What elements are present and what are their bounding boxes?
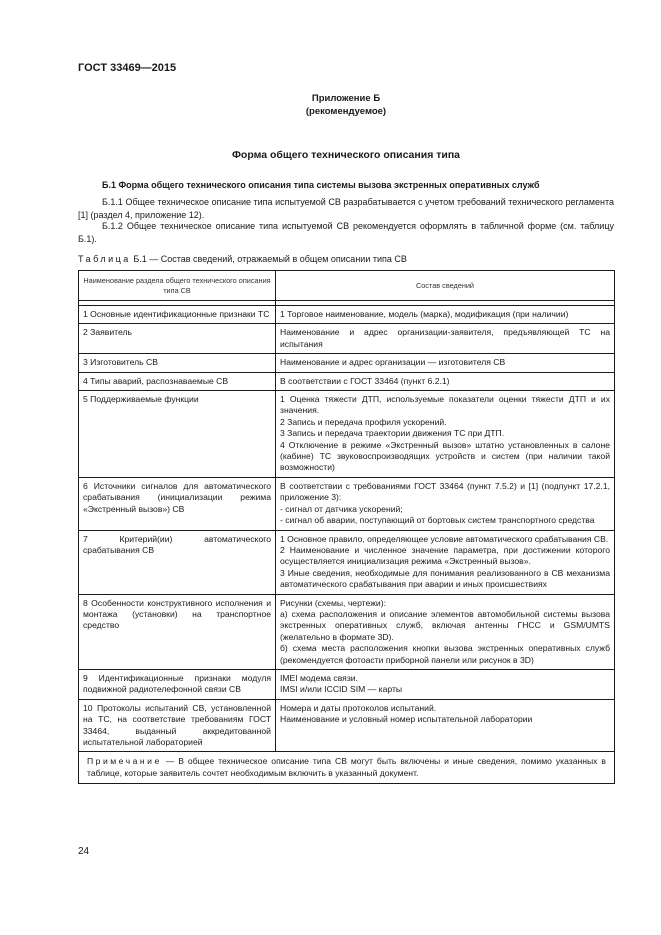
row-section-name: 1 Основные идентификационные признаки ТС bbox=[79, 306, 276, 324]
row-section-name: 7 Критерий(ии) автоматического срабатывания СВ bbox=[79, 530, 276, 594]
table-caption-text: Б.1 — Состав сведений, отражаемый в общем описании типа СВ bbox=[133, 254, 407, 264]
col-header-section-name: Наименование раздела общего технического описания типа СВ bbox=[79, 271, 276, 301]
row-content-line: 2 Запись и передача профиля ускорений. bbox=[280, 416, 447, 427]
col-header-content: Состав сведений bbox=[276, 271, 615, 301]
row-content-line: В соответствии с требованиями ГОСТ 33464 (пункт 7.5.2) и [1] (подпункт 17.2.1, приложение 3): bbox=[280, 480, 610, 503]
table-row bbox=[79, 699, 615, 752]
row-content bbox=[276, 669, 615, 699]
row-content-line: В соответствии с ГОСТ 33464 (пункт 6.2.1) bbox=[280, 375, 450, 386]
table-row bbox=[79, 594, 615, 669]
section-heading: Б.1 Форма общего технического описания типа системы вызова экстренных оперативных служб bbox=[102, 180, 540, 190]
table-row bbox=[79, 306, 615, 324]
appendix-status: (рекомендуемое) bbox=[305, 106, 387, 117]
row-content bbox=[276, 530, 615, 594]
row-section-name: 2 Заявитель bbox=[79, 324, 276, 354]
row-content-line: Наименование и адрес организации — изготовителя СВ bbox=[280, 357, 506, 368]
table-note-row bbox=[79, 752, 615, 784]
table-row bbox=[79, 372, 615, 390]
row-content-line: 4 Отключение в режиме «Экстренный вызов» штатно установленных в салоне (кабине) ТС звуковоспроизводящих устройств и систем (при наличии такой возможности) bbox=[280, 439, 610, 473]
row-section-name: 9 Идентификационные признаки модуля подвижной радиотелефонной связи СВ bbox=[79, 669, 276, 699]
standard-header: ГОСТ 33469—2015 bbox=[78, 62, 177, 74]
row-content-line: а) схема расположения и описание элементов автомобильной системы вызова экстренных оперативных служб, включая антенны ГНСС и GSM/UMTS (желательно в формате 3D). bbox=[280, 608, 610, 642]
paragraph-b-1-1-text: Б.1.1 Общее техническое описание типа испытуемой СВ разрабатывается с учетом требований технического регламента [1] (раздел 4, приложение 12). bbox=[78, 197, 614, 220]
row-section-name: 4 Типы аварий, распознаваемые СВ bbox=[79, 372, 276, 390]
row-content-line: 1 Торговое наименование, модель (марка), модификация (при наличии) bbox=[280, 309, 569, 319]
table-row bbox=[79, 669, 615, 699]
row-content-line: 1 Оценка тяжести ДТП, используемые показатели оценки тяжести ДТП и их значения. bbox=[280, 394, 610, 416]
row-content bbox=[276, 306, 615, 324]
table-caption-word: Таблица bbox=[78, 254, 131, 264]
row-content-line: 2 Наименование и численное значение параметра, при достижении которого осуществляется инициализация режима «Экстренный вызов». bbox=[280, 544, 610, 567]
row-content bbox=[276, 324, 615, 354]
row-content-line: Номера и даты протоколов испытаний. bbox=[280, 702, 437, 713]
paragraph-b-1-2-text: Б.1.2 Общее техническое описание типа испытуемой СВ рекомендуется оформлять в табличной форме (см. таблицу Б.1). bbox=[78, 221, 614, 244]
row-content bbox=[276, 594, 615, 669]
row-content-line: Наименование и условный номер испытательной лаборатории bbox=[280, 714, 533, 725]
row-content-line: - сигнал об аварии, поступающий от бортовых систем транспортного средства bbox=[280, 515, 595, 526]
table-note bbox=[79, 752, 615, 784]
table-row bbox=[79, 530, 615, 594]
table-row bbox=[79, 324, 615, 354]
note-word: Примечание bbox=[87, 756, 162, 767]
document-title: Форма общего технического описания типа bbox=[231, 149, 461, 161]
row-content bbox=[276, 699, 615, 752]
info-table bbox=[78, 270, 615, 784]
note-text: — В общее техническое описание типа СВ могут быть включены и иные сведения, помимо указанных в таблице, которые заявитель сочтет необходимым включить в указанный документ. bbox=[87, 756, 606, 778]
row-section-name: 5 Поддерживаемые функции bbox=[79, 391, 276, 478]
table-row bbox=[79, 354, 615, 372]
table-caption bbox=[78, 254, 407, 264]
row-content-line: Наименование и адрес организации-заявителя, предъявляющей ТС на испытания bbox=[280, 327, 610, 349]
row-content bbox=[276, 372, 615, 390]
row-content-line: б) схема места расположения кнопки вызова экстренных оперативных служб (рекомендуется фотоасти приборной панели или рисунок в 3D) bbox=[280, 643, 610, 665]
row-content bbox=[276, 477, 615, 530]
appendix-title: Приложение Б bbox=[311, 93, 381, 104]
table-header-row bbox=[79, 271, 615, 301]
page-number: 24 bbox=[78, 846, 90, 857]
paragraph-b-1-2 bbox=[78, 220, 614, 245]
row-content bbox=[276, 354, 615, 372]
row-section-name: 3 Изготовитель СВ bbox=[79, 354, 276, 372]
row-content bbox=[276, 391, 615, 478]
paragraph-b-1-1 bbox=[78, 196, 614, 221]
row-content-line: 1 Основное правило, определяющее условие автоматического срабатывания СВ. bbox=[280, 533, 609, 544]
row-content-line: IMEI модема связи. bbox=[280, 672, 358, 683]
row-section-name: 6 Источники сигналов для автоматического срабатывания (инициализации режима «Экстренный вызов») СВ bbox=[79, 477, 276, 530]
table-row bbox=[79, 477, 615, 530]
row-content-line: 3 Иные сведения, необходимые для понимания реализованного в СВ механизма автоматического срабатывания при аварии и иных происшествиях bbox=[280, 567, 610, 590]
row-content-line: IMSI и/или ICCID SIM — карты bbox=[280, 684, 403, 695]
table-body bbox=[79, 306, 615, 752]
appendix-block bbox=[78, 92, 614, 118]
row-content-line: 3 Запись и передача траектории движения ТС при ДТП. bbox=[280, 428, 505, 439]
row-section-name: 10 Протоколы испытаний СВ, установленной на ТС, на соответствие требованиям ГОСТ 33464, выданный аккредитованной испытательной лабораторией bbox=[79, 699, 276, 752]
row-content-line: - сигнал от датчика ускорений; bbox=[280, 503, 403, 514]
row-content-line: Рисунки (схемы, чертежи): bbox=[280, 597, 386, 608]
table-row bbox=[79, 391, 615, 478]
row-section-name: 8 Особенности конструктивного исполнения и монтажа (установки) на транспортное средство bbox=[79, 594, 276, 669]
